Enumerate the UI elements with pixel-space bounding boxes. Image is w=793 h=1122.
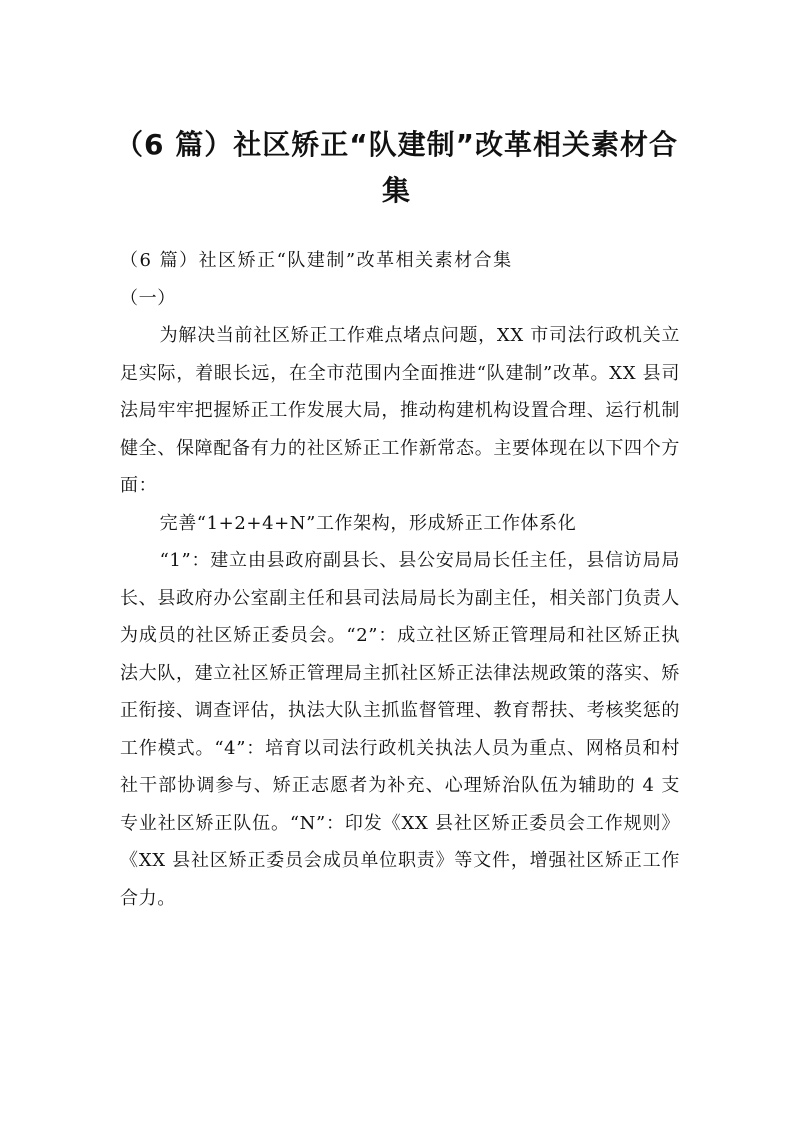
document-body <box>120 242 680 917</box>
paragraph-heading: 完善“1+2+4+N”工作架构，形成矫正工作体系化 <box>159 512 577 534</box>
section-label: （一） <box>120 287 176 309</box>
document-subtitle: （6 篇）社区矫正“队建制”改革相关素材合集 <box>120 250 513 271</box>
paragraph-framework: “1”：建立由县政府副县长、县公安局局长任主任，县信访局局长、县政府办公室副主任和县司法局局长为副主任，相关部门负责人为成员的社区矫正委员会。“2”：成立社区矫正管理局和社区矫正执法大队，建立社区矫正管理局主抓社区矫正法律法规政策的落实、矫正衔接、调查评估，执法大队主抓监督管理、教育帮扶、考核奖惩的工作模式。“4”：培育以司法行政机关执法人员为重点、网格员和村社干部协调参与、矫正志愿者为补充、心理矫治队伍为辅助的 4 支专业社区矫正队伍。“N”：印发《XX 县社区矫正委员会工作规则》《XX 县社区矫正委员会成员单位职责》等文件，增强社区矫正工作合力。 <box>120 550 680 909</box>
paragraph-intro: 为解决当前社区矫正工作难点堵点问题，XX 市司法行政机关立足实际，着眼长远，在全市范围内全面推进“队建制”改革。XX 县司法局牢牢把握矫正工作发展大局，推动构建机构设置合理、运行机制健全、保障配备有力的社区矫正工作新常态。主要体现在以下四个方面： <box>120 325 680 496</box>
document-title: （6 篇）社区矫正“队建制”改革相关素材合集 <box>114 128 679 207</box>
